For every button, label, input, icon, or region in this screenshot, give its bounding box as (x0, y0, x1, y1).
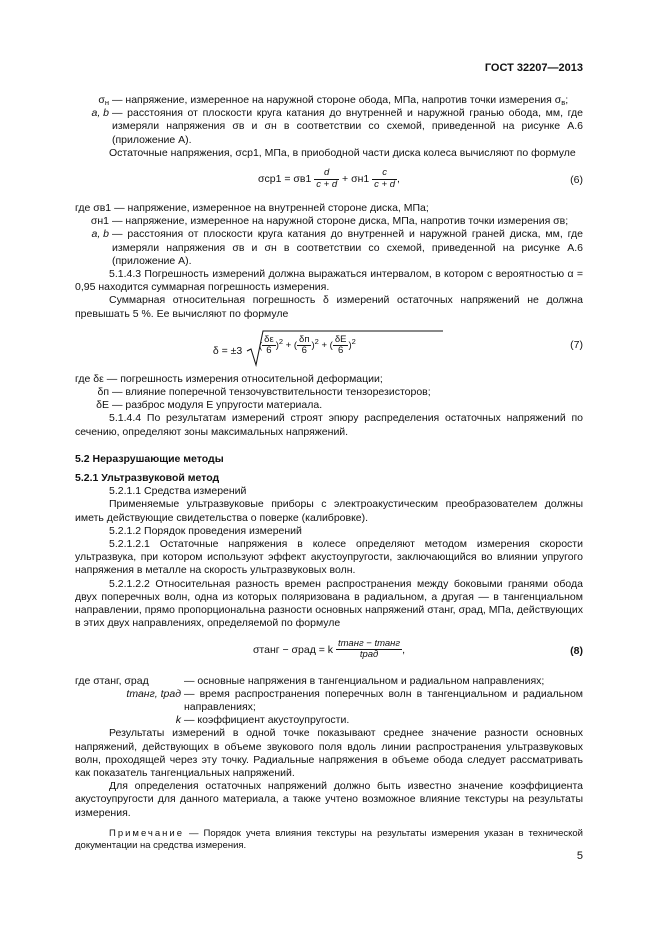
definition-symbol: a, b (91, 228, 109, 241)
definition-symbol: где δε (75, 372, 104, 385)
paragraph: 5.2.1.2.1 Остаточные напряжения в колесе определяют методом измерения скорости ультразвука, при котором используют эффект акустоупругости, заключающийся во влиянии упругого напряжения в металле на скорость ультразвуковых волн. (75, 538, 583, 577)
definition-item (75, 94, 583, 107)
definition-text: — разброс модуля E упругости материала. (112, 399, 323, 412)
note (75, 828, 583, 852)
definition-symbol: k (175, 714, 181, 727)
definition-symbol: tтанг, tрад (126, 687, 181, 700)
paragraph: Остаточные напряжения, σср1, МПа, в приободной части диска колеса вычисляют по формуле (109, 146, 576, 159)
definition-text: — влияние поперечной тензочувствительности тензорезисторов; (112, 386, 431, 399)
definition-symbol: δE (96, 399, 109, 412)
formula-number: (6) (570, 174, 583, 187)
definition-symbol: $\sigma_н$ (98, 94, 109, 107)
definition-text: — время распространения поперечных волн в тангенциальном и радиальном направлениях; (184, 687, 583, 713)
definition-item (75, 399, 583, 412)
paragraph: 5.2.1.2.2 Относительная разность времен распространения между боковыми гранями обода двух поперечных волн, одна из которых поляризована в радиальном, а другая — в тангенциальном направлении, прямо пропорциональна разности основных напряжений σтанг, σрад, МПа, действующих в этих двух направлениях, определяемой по формуле (75, 577, 583, 630)
definition-symbol: σн1 (90, 215, 109, 228)
definition-symbol: где σтанг, σрад (75, 674, 149, 687)
definition-text: — расстояния от плоскости круга катания до внутренней и наружной гранью обода, мм, где измеряли напряжения σв и σн в соответствии со схемой, приведенной на рисунке А.6 (приложение А). (112, 107, 583, 146)
definition-item (75, 688, 583, 714)
definition-item (75, 228, 583, 268)
paragraph: 5.1.4.4 По результатам измерений строят эпюру распределения остаточных напряжений по сечению, определяют зоны максимальных напряжений. (75, 412, 583, 438)
definition-text: — погрешность измерения относительной деформации; (106, 372, 383, 385)
definition-text: — основные напряжения в тангенциальном и радиальном направлениях; (184, 674, 545, 687)
formula-7 (75, 325, 583, 371)
definition-item (75, 373, 583, 386)
paragraph: Применяемые ультразвуковые приборы с электроакустическим преобразователем должны иметь действующие свидетельства о поверке (калибровке). (75, 498, 583, 524)
note-text: — Порядок учета влияния текстуры на результаты измерения указан в технической документации на средства измерения. (75, 827, 583, 851)
definition-symbol: δп (97, 386, 109, 399)
definition-symbol: a, b (91, 107, 109, 120)
page-number: 5 (576, 850, 583, 862)
definition-text: — расстояния от плоскости круга катания до внутренней и наружной граней диска, мм, где измеряли напряжения σв и σн в соответствии со схемой, приведенной на рисунке А.6 (приложение А). (112, 228, 583, 267)
section-heading: 5.2 Неразрушающие методы (75, 452, 224, 465)
definition-text: — напряжение, измеренное на наружной стороне диска, МПа, напротив точки измерения σв; (112, 215, 569, 228)
paragraph: 5.2.1.1 Средства измерений (109, 485, 247, 498)
definition-text: — напряжение, измеренное на внутренней стороне диска, МПа; (114, 202, 429, 215)
formula-6 (75, 168, 583, 196)
definition-item (75, 202, 583, 215)
formula-number: (8) (570, 644, 583, 657)
formula-expression: σср1 = σв1 $\frac{d}{c + d}$ + σн1 $\frac{c}{c + d}$ , (258, 167, 400, 190)
document-header: ГОСТ 32207—2013 (484, 62, 583, 74)
note-label: Примечание (109, 827, 184, 839)
definition-item (75, 215, 583, 228)
paragraph: Результаты измерений в одной точке показывают среднее значение разности основных напряжений, действующих в объеме звукового поля вдоль линии распространения ультразвуковых волн, проходящей через эту точку. Радиальные напряжения в объеме обода следует рассматривать как показатель тангенциальных напряжений. (75, 727, 583, 779)
formula-expression: δ = ±3 (75, 329, 583, 373)
definition-symbol: где σв1 (75, 202, 112, 215)
paragraph: Суммарная относительная погрешность δ измерений остаточных напряжений не должна превышать 5 %. Ее вычисляют по формуле (75, 294, 583, 320)
paragraph: 5.1.4.3 Погрешность измерений должна выражаться интервалом, в котором с вероятностью α = 0,95 находится суммарная погрешность измерения. (75, 268, 583, 294)
subsection-heading: 5.2.1 Ультразвуковой метод (75, 472, 220, 485)
definition-text: — напряжение, измеренное на наружной стороне обода, МПа, напротив точки измерения $\sigma_в$; (112, 94, 569, 107)
formula-number: (7) (570, 338, 583, 351)
definition-item (75, 675, 583, 688)
definition-item (75, 386, 583, 399)
definition-item (75, 714, 583, 727)
formula-8 (75, 639, 583, 669)
paragraph: Для определения остаточных напряжений должно быть известно значение коэффициента акустоупругости для данного материала, а также учтено возможное влияние текстуры на результаты измерения. (75, 780, 583, 819)
root-terms: ( $\frac{\delta\varepsilon}{6}$ )$^2$ + ( $\frac{\delta п}{6}$ )$^2$ + ( $\frac{\delta E}{6}$ )$^2$ (259, 333, 356, 357)
paragraph: 5.2.1.2 Порядок проведения измерений (109, 524, 302, 537)
formula-expression: σтанг − σрад = k $\frac{\text{tтанг − tтанг}}{\text{tрад}}$ , (252, 637, 406, 660)
definition-text: — коэффициент акустоупругости. (184, 714, 350, 727)
document-body (75, 94, 583, 852)
definition-item (75, 107, 583, 147)
